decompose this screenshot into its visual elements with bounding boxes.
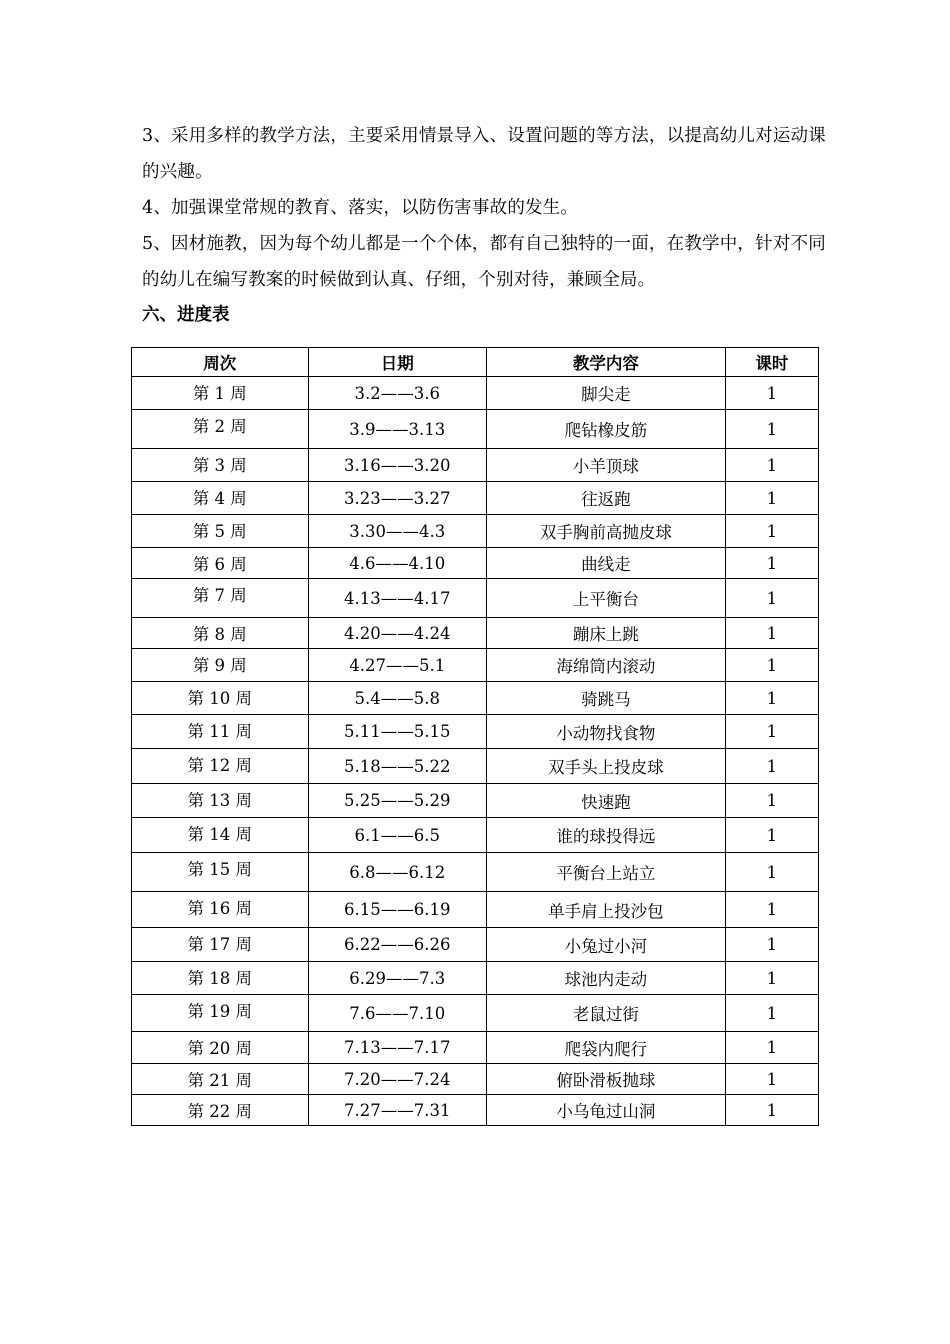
cell-content: 小兔过小河 [487, 928, 726, 962]
cell-date: 3.23——3.27 [308, 482, 487, 515]
cell-content: 老鼠过街 [487, 995, 726, 1032]
cell-content: 单手肩上投沙包 [487, 892, 726, 928]
cell-week: 第 10 周 [132, 682, 309, 715]
cell-hours: 1 [725, 449, 818, 482]
cell-week: 第 12 周 [132, 749, 309, 784]
cell-content: 小羊顶球 [487, 449, 726, 482]
cell-date: 4.13——4.17 [308, 579, 487, 618]
cell-hours: 1 [725, 928, 818, 962]
cell-content: 小动物找食物 [487, 715, 726, 749]
cell-hours: 1 [725, 579, 818, 618]
cell-week: 第 6 周 [132, 548, 309, 579]
cell-content: 脚尖走 [487, 377, 726, 410]
table-row [132, 515, 819, 548]
table-row [132, 784, 819, 818]
cell-content: 蹦床上跳 [487, 618, 726, 649]
cell-week: 第 9 周 [132, 649, 309, 682]
table-header-row [132, 348, 819, 377]
table-row [132, 449, 819, 482]
table-row [132, 1064, 819, 1095]
cell-week: 第 22 周 [132, 1095, 309, 1126]
cell-hours: 1 [725, 1095, 818, 1126]
cell-date: 7.13——7.17 [308, 1032, 487, 1064]
cell-hours: 1 [725, 962, 818, 995]
table-row [132, 682, 819, 715]
table-row [132, 649, 819, 682]
cell-hours: 1 [725, 548, 818, 579]
cell-hours: 1 [725, 818, 818, 853]
table-row [132, 377, 819, 410]
cell-content: 谁的球投得远 [487, 818, 726, 853]
cell-date: 5.25——5.29 [308, 784, 487, 818]
cell-date: 3.2——3.6 [308, 377, 487, 410]
cell-content: 爬钻橡皮筋 [487, 410, 726, 449]
table-row [132, 579, 819, 618]
header-week: 周次 [132, 348, 309, 377]
cell-hours: 1 [725, 1032, 818, 1064]
cell-date: 6.1——6.5 [308, 818, 487, 853]
cell-date: 6.8——6.12 [308, 853, 487, 892]
cell-date: 5.18——5.22 [308, 749, 487, 784]
cell-week: 第 19 周 [132, 995, 309, 1032]
cell-hours: 1 [725, 377, 818, 410]
cell-hours: 1 [725, 749, 818, 784]
body-text [142, 118, 832, 298]
cell-date: 5.4——5.8 [308, 682, 487, 715]
table-row [132, 928, 819, 962]
section-heading: 六、进度表 [142, 305, 230, 325]
cell-date: 5.11——5.15 [308, 715, 487, 749]
table-row [132, 715, 819, 749]
cell-hours: 1 [725, 995, 818, 1032]
cell-week: 第 21 周 [132, 1064, 309, 1095]
table-row [132, 618, 819, 649]
cell-content: 双手胸前高抛皮球 [487, 515, 726, 548]
cell-content: 往返跑 [487, 482, 726, 515]
cell-content: 曲线走 [487, 548, 726, 579]
cell-week: 第 14 周 [132, 818, 309, 853]
table-row [132, 749, 819, 784]
cell-content: 快速跑 [487, 784, 726, 818]
cell-date: 7.20——7.24 [308, 1064, 487, 1095]
cell-date: 4.6——4.10 [308, 548, 487, 579]
table-row [132, 482, 819, 515]
table-row [132, 410, 819, 449]
cell-date: 7.6——7.10 [308, 995, 487, 1032]
cell-week: 第 20 周 [132, 1032, 309, 1064]
table-row [132, 892, 819, 928]
cell-hours: 1 [725, 853, 818, 892]
cell-week: 第 8 周 [132, 618, 309, 649]
table-row [132, 818, 819, 853]
cell-week: 第 7 周 [132, 579, 309, 618]
cell-date: 3.16——3.20 [308, 449, 487, 482]
cell-date: 6.29——7.3 [308, 962, 487, 995]
cell-content: 俯卧滑板抛球 [487, 1064, 726, 1095]
cell-date: 6.15——6.19 [308, 892, 487, 928]
cell-date: 7.27——7.31 [308, 1095, 487, 1126]
header-date: 日期 [308, 348, 487, 377]
cell-hours: 1 [725, 784, 818, 818]
cell-hours: 1 [725, 682, 818, 715]
cell-content: 球池内走动 [487, 962, 726, 995]
cell-hours: 1 [725, 1064, 818, 1095]
cell-hours: 1 [725, 482, 818, 515]
cell-week: 第 15 周 [132, 853, 309, 892]
cell-date: 3.9——3.13 [308, 410, 487, 449]
table-row [132, 995, 819, 1032]
cell-content: 上平衡台 [487, 579, 726, 618]
cell-content: 爬袋内爬行 [487, 1032, 726, 1064]
cell-content: 海绵筒内滚动 [487, 649, 726, 682]
progress-table [131, 347, 819, 1126]
header-hours: 课时 [725, 348, 818, 377]
paragraph-5: 5、因材施教，因为每个幼儿都是一个个体，都有自己独特的一面，在教学中，针对不同的幼儿在编写教案的时候做到认真、仔细，个别对待，兼顾全局。 [142, 234, 826, 290]
cell-week: 第 16 周 [132, 892, 309, 928]
cell-content: 双手头上投皮球 [487, 749, 726, 784]
paragraph-3: 3、采用多样的教学方法，主要采用情景导入、设置问题的等方法，以提高幼儿对运动课的兴趣。 [142, 126, 826, 182]
cell-week: 第 2 周 [132, 410, 309, 449]
cell-date: 4.20——4.24 [308, 618, 487, 649]
cell-hours: 1 [725, 410, 818, 449]
cell-hours: 1 [725, 715, 818, 749]
cell-date: 3.30——4.3 [308, 515, 487, 548]
cell-week: 第 17 周 [132, 928, 309, 962]
paragraph-4: 4、加强课堂常规的教育、落实，以防伤害事故的发生。 [142, 198, 579, 218]
cell-hours: 1 [725, 618, 818, 649]
cell-hours: 1 [725, 515, 818, 548]
table-body [132, 377, 819, 1126]
cell-week: 第 3 周 [132, 449, 309, 482]
cell-hours: 1 [725, 649, 818, 682]
cell-hours: 1 [725, 892, 818, 928]
cell-week: 第 13 周 [132, 784, 309, 818]
table-row [132, 1032, 819, 1064]
table-row [132, 1095, 819, 1126]
cell-content: 小乌龟过山洞 [487, 1095, 726, 1126]
cell-date: 4.27——5.1 [308, 649, 487, 682]
table-row [132, 548, 819, 579]
cell-content: 平衡台上站立 [487, 853, 726, 892]
cell-week: 第 11 周 [132, 715, 309, 749]
cell-content: 骑跳马 [487, 682, 726, 715]
cell-week: 第 18 周 [132, 962, 309, 995]
cell-week: 第 5 周 [132, 515, 309, 548]
header-content: 教学内容 [487, 348, 726, 377]
cell-date: 6.22——6.26 [308, 928, 487, 962]
table-row [132, 962, 819, 995]
cell-week: 第 4 周 [132, 482, 309, 515]
cell-week: 第 1 周 [132, 377, 309, 410]
table-row [132, 853, 819, 892]
